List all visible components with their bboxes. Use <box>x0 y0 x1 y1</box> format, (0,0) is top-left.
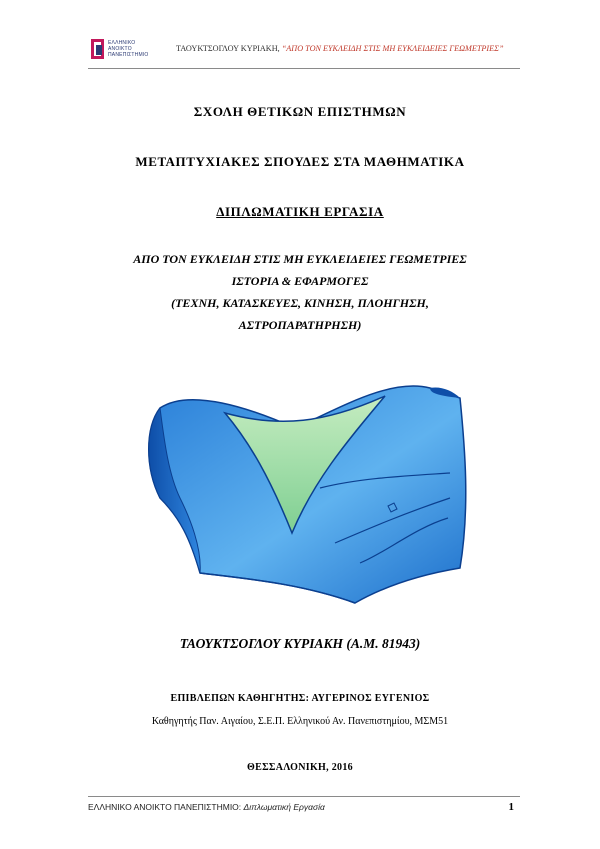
university-logo <box>90 36 160 64</box>
thesis-title-line: (ΤΕΧΝΗ, ΚΑΤΑΣΚΕΥΕΣ, ΚΙΝΗΣΗ, ΠΛΟΗΓΗΣΗ, <box>171 296 429 310</box>
hyperbolic-surface-illustration <box>130 368 475 608</box>
document-type: ΔΙΠΛΩΜΑΤΙΚΗ ΕΡΓΑΣΙΑ <box>216 204 384 219</box>
footer-university: ΕΛΛΗΝΙΚΟ ΑΝΟΙΚΤΟ ΠΑΝΕΠΙΣΤΗΜΙΟ: <box>88 802 244 812</box>
page-footer <box>88 796 520 815</box>
thesis-title-line: ΑΠΟ ΤΟΝ ΕΥΚΛΕΙΔΗ ΣΤΙΣ ΜΗ ΕΥΚΛΕΙΔΕΙΕΣ ΓΕΩΜΕΤΡΙΕΣ <box>133 252 467 266</box>
thesis-title-line: ΑΣΤΡΟΠΑΡΑΤΗΡΗΣΗ) <box>238 318 362 332</box>
thesis-title-line: ΙΣΤΟΡΙΑ & ΕΦΑΡΜΟΓΕΣ <box>231 274 369 288</box>
page-number: 1 <box>508 801 514 813</box>
program-name: ΜΕΤΑΠΤΥΧΙΑΚΕΣ ΣΠΟΥΔΕΣ ΣΤΑ ΜΑΘΗΜΑΤΙΚΑ <box>135 154 465 169</box>
saddle-surface-graphic <box>130 368 475 608</box>
header-author: ΤΑΟΥΚΤΣΟΓΛΟΥ ΚΥΡΙΑΚΗ, <box>176 44 282 53</box>
author-name: ΤΑΟΥΚΤΣΟΓΛΟΥ ΚΥΡΙΑΚΗ (Α.Μ. 81943) <box>179 636 421 651</box>
header-thesis-title: “ΑΠΟ ΤΟΝ ΕΥΚΛΕΙΔΗ ΣΤΙΣ ΜΗ ΕΥΚΛΕΙΔΕΙΕΣ ΓΕΩΜΕΤΡΙΕΣ” <box>281 44 504 53</box>
footer-text <box>88 802 325 812</box>
logo-text: ΕΛΛΗΝΙΚΟ ΑΝΟΙΚΤΟ ΠΑΝΕΠΙΣΤΗΜΙΟ <box>108 40 149 58</box>
footer-doc-label: Διπλωματική Εργασία <box>243 802 325 812</box>
supervisor-affiliation: Καθηγητής Παν. Αιγαίου, Σ.Ε.Π. Ελληνικού Αν. Πανεπιστημίου, ΜΣΜ51 <box>151 716 449 727</box>
header-running-title <box>176 44 520 53</box>
thesis-title <box>0 248 600 336</box>
city-year: ΘΕΣΣΑΛΟΝΙΚΗ, 2016 <box>247 762 353 773</box>
page-header <box>88 34 520 69</box>
supervisor: ΕΠΙΒΛΕΠΩΝ ΚΑΘΗΓΗΤΗΣ: ΑΥΓΕΡΙΝΟΣ ΕΥΓΕΝΙΟΣ <box>170 693 430 704</box>
school-name: ΣΧΟΛΗ ΘΕΤΙΚΩΝ ΕΠΙΣΤΗΜΩΝ <box>193 104 407 119</box>
logo-mark-icon <box>90 36 108 62</box>
